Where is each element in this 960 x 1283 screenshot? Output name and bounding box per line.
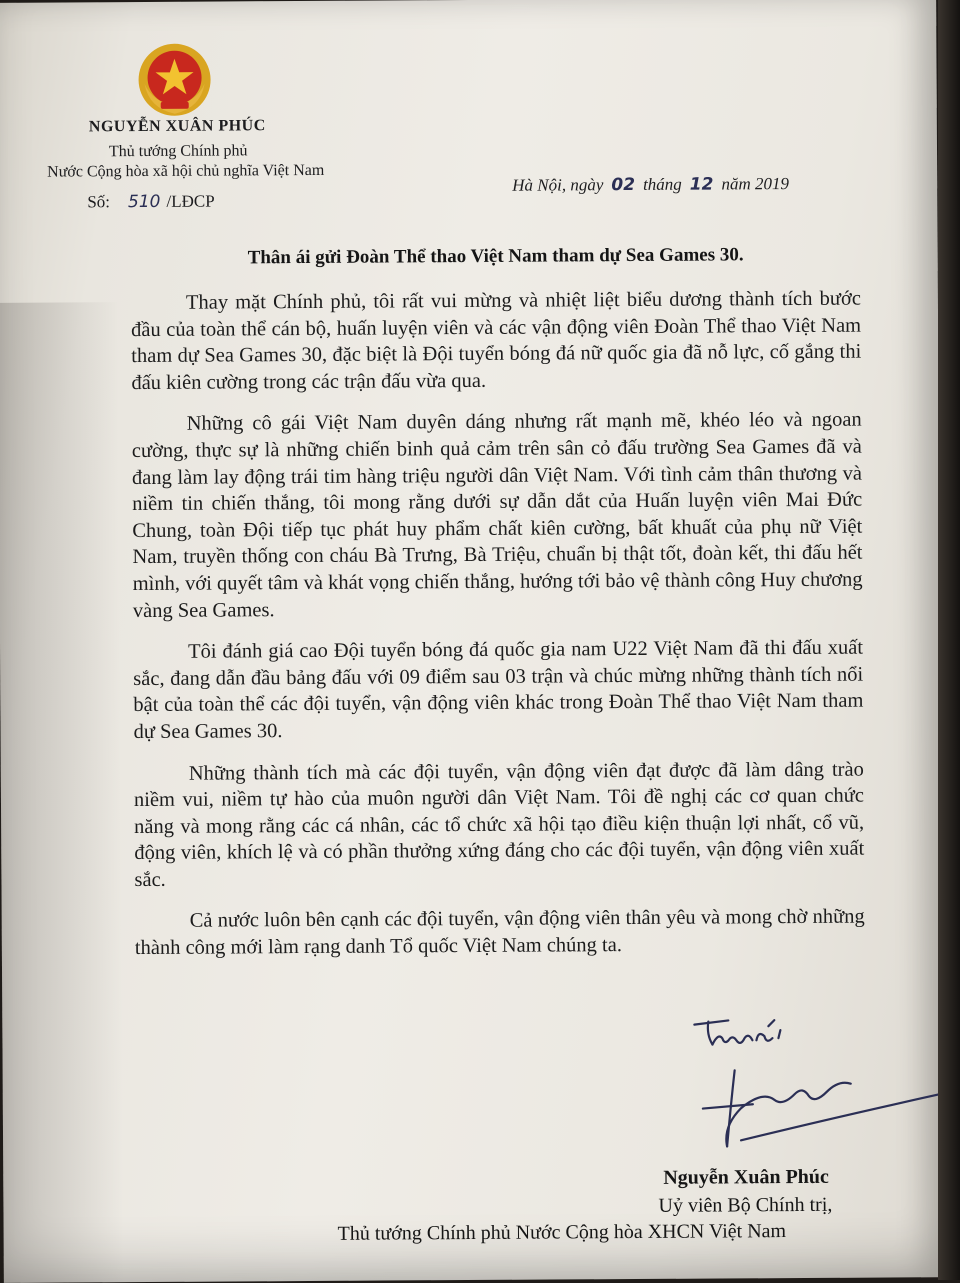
dateline-month-label: tháng xyxy=(642,174,682,194)
reference-number xyxy=(87,192,214,213)
reference-handwritten-number: 510 xyxy=(127,191,161,213)
sender-title: Thủ tướng Chính phủ xyxy=(108,142,248,161)
reference-suffix: /LĐCP xyxy=(166,191,215,211)
dateline-month: 12 xyxy=(689,174,714,195)
dateline-year: năm 2019 xyxy=(721,174,790,194)
signer-name: Nguyễn Xuân Phúc xyxy=(663,1165,829,1189)
national-emblem-icon xyxy=(136,42,212,118)
signer-role-full: Thủ tướng Chính phủ Nước Cộng hòa XHCN Việt Nam xyxy=(337,1220,787,1245)
letter-heading: Thân ái gửi Đoàn Thể thao Việt Nam tham dự Sea Games 30. xyxy=(247,244,744,269)
table-background-edge xyxy=(938,0,960,1280)
body-paragraph: Cả nước luôn bên cạnh các đội tuyển, vận động viên thân yêu và mong chờ những thành công mới làm rạng danh Tổ quốc Việt Nam chúng ta. xyxy=(134,906,865,960)
sender-name: NGUYỄN XUÂN PHÚC xyxy=(88,117,266,136)
body-paragraph: Những thành tích mà các đội tuyển, vận động viên đạt được đã làm dâng trào niềm vui, niềm tự hào của muôn người dân Việt Nam. Tôi đề nghị các cơ quan chức năng và mong rằng các cá nhân, các tổ chức xã hội tạo điều kiện thuận lợi nhất, cổ vũ, động viên, khích lệ và có phần thưởng xứng đáng cho các đội tuyển, vận động viên xuất sắc. xyxy=(133,758,865,891)
dateline-place: Hà Nội, ngày xyxy=(512,175,604,195)
dateline xyxy=(512,174,789,196)
body-paragraph: Thay mặt Chính phủ, tôi rất vui mừng và nhiệt liệt biểu dương thành tích bước đầu của toàn thể cán bộ, huấn luyện viên và các vận động viên Đoàn Thể thao Việt Nam tham dự Sea Games 30, đặc biệt là Đội tuyển bóng đá nữ quốc gia đã nỗ lực, cố gắng thi đấu kiên cường trong các trận đấu vừa qua. xyxy=(131,287,862,394)
letter-body xyxy=(131,286,865,977)
body-paragraph: Tôi đánh giá cao Đội tuyển bóng đá quốc gia nam U22 Việt Nam đã thi đấu xuất sắc, đang dẫn đầu bảng đấu với 09 điểm sau 03 trận và chúc mừng những thành tích nổi bật của toàn thể các đội tuyển, vận động viên khác trong Đoàn Thể thao Việt Nam tham dự Sea Games 30. xyxy=(133,636,864,743)
body-paragraph: Những cô gái Việt Nam duyên dáng nhưng rất mạnh mẽ, khéo léo và ngoan cường, thực sự là những chiến binh quả cảm trên sân cỏ đấu trường Sea Games đã và đang làm lay động trái tim hàng triệu người dân Việt Nam. Với tình cảm thân thương và niềm tin chiến thắng, tôi mong rằng dưới sự dẫn dắt của Huấn luyện viên Mai Đức Chung, toàn Đội tiếp tục phát huy phẩm chất kiên cường, bất khuất của phụ nữ Việt Nam, truyền thống con cháu Bà Trưng, Bà Triệu, chuẩn bị thật tốt, đoàn kết, thi đấu hết mình, với quyết tâm và khát vọng chiến thắng, hướng tới bảo vệ thành công Huy chương vàng Sea Games. xyxy=(131,408,863,622)
sender-country: Nước Cộng hòa xã hội chủ nghĩa Việt Nam xyxy=(47,161,325,181)
paper-shadow xyxy=(0,302,124,1283)
reference-label: Số: xyxy=(87,192,111,212)
dateline-day: 02 xyxy=(611,174,636,196)
handwritten-signature xyxy=(682,1007,953,1159)
signer-role: Uỷ viên Bộ Chính trị, xyxy=(658,1193,833,1217)
